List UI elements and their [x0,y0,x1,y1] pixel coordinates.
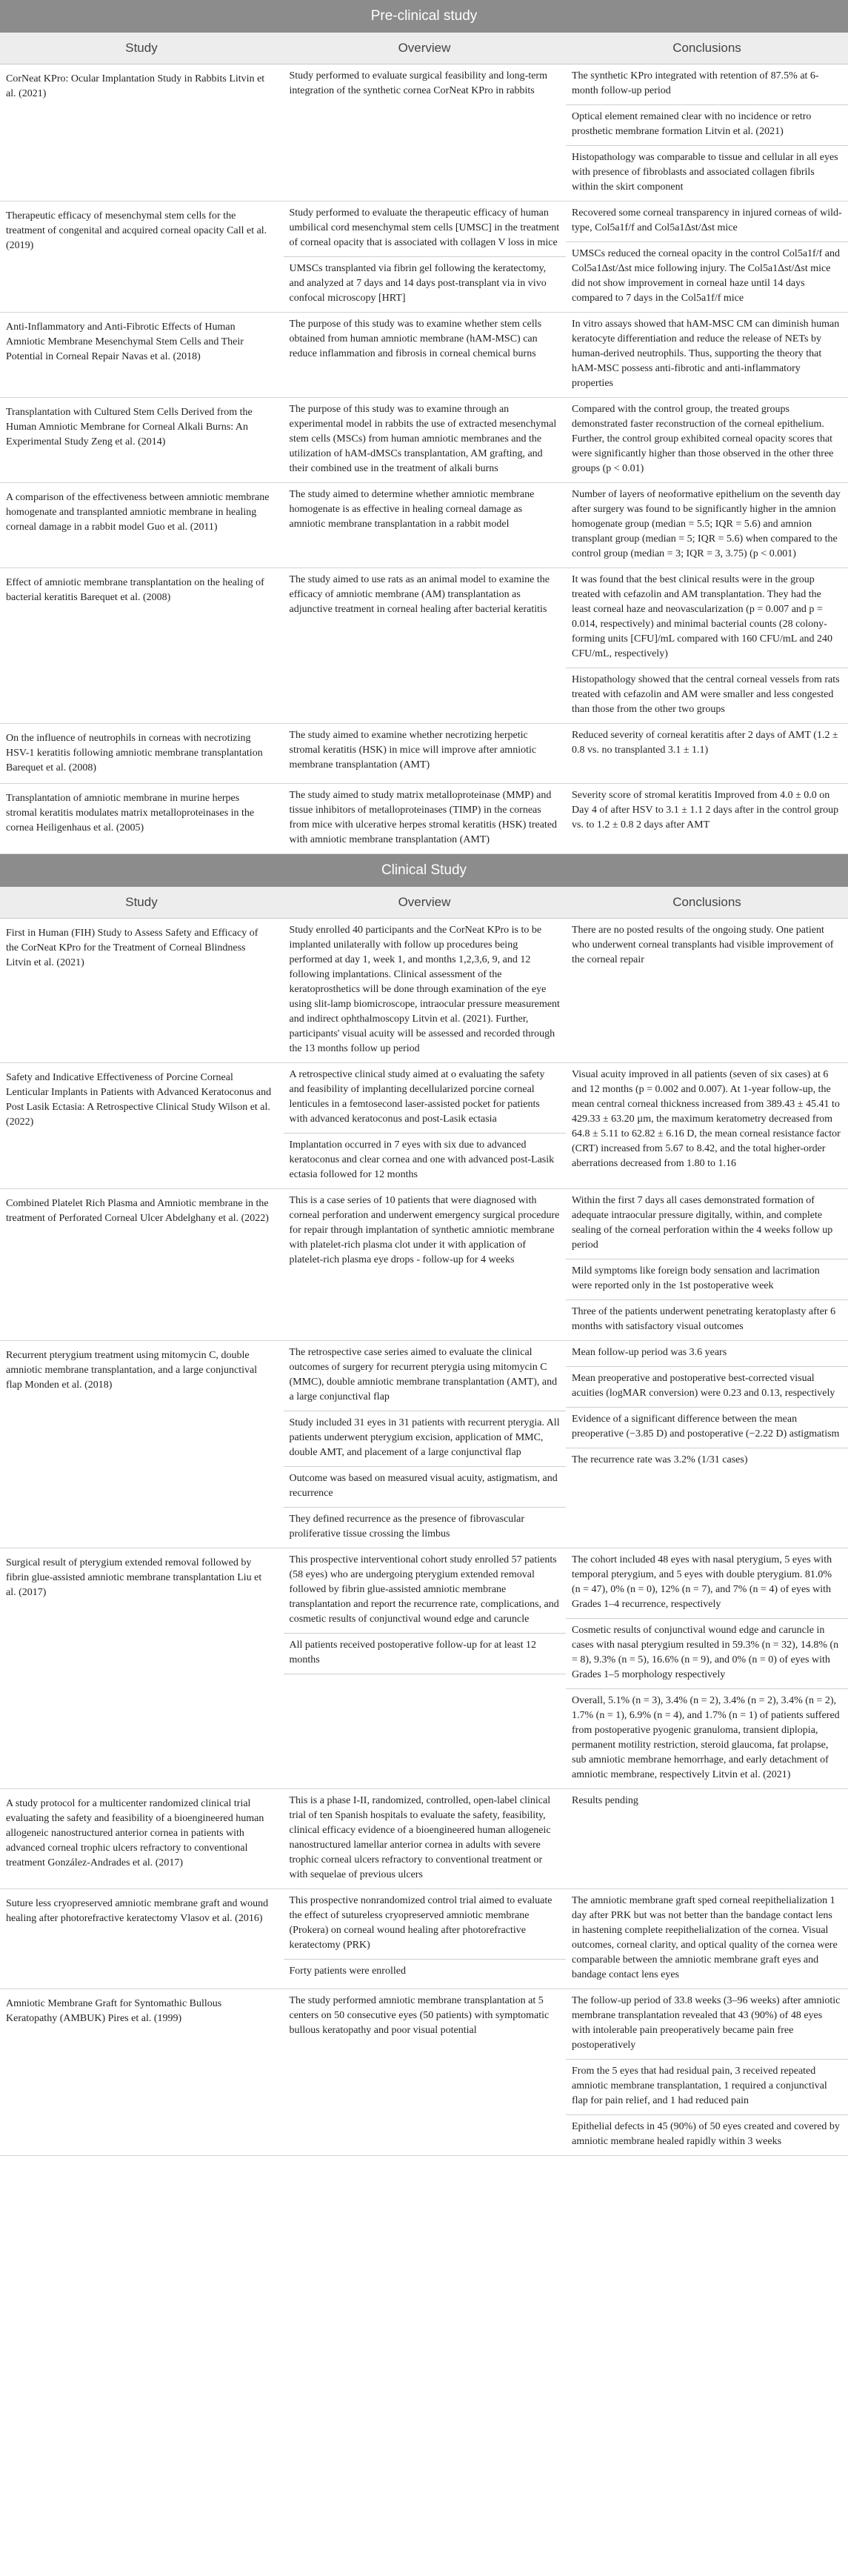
table-row [0,398,848,483]
overview-cell [283,568,566,724]
conclusion-paragraph: Three of the patients underwent penetrating keratoplasty after 6 months with satisfactory visual outcomes [566,1299,848,1340]
study-cell: A comparison of the effectiveness between amniotic membrane homogenate and transplanted amniotic membrane in healing corneal damage in a rabbit model Guo et al. (2011) [0,483,283,568]
overview-paragraph: The retrospective case series aimed to evaluate the clinical outcomes of surgery for recurrent pterygia using mitomycin C (MMC), double amniotic membrane transplantation (AMT), and a large conjunctival flap [289,1347,558,1402]
table-row [0,1789,848,1889]
preclinical-section [0,0,848,854]
overview-paragraph: This prospective nonrandomized control trial aimed to evaluate the effect of sutureless cryopreserved amniotic membrane (Prokera) on corneal wound healing after photorefractive keratectomy (PRK) [289,1895,552,1951]
preclinical-title: Pre-clinical study [0,0,848,33]
table-row [0,1548,848,1789]
conclusion-paragraph: It was found that the best clinical results were in the group treated with cefazolin and AM transplantation. They had the least corneal haze and neovascularization (p = 0.007 and p = 0.014, respectively) and minimal bacterial counts (28 colony-forming units [CFU]/mL compared with 160 CFU/mL and 240 CFU/mL, respectively) [572,574,833,659]
conclusion-paragraph: Histopathology showed that the central corneal vessels from rats treated with cefazolin and AM were smaller and less congested than those from the other two groups [566,668,848,723]
conclusion-paragraph: Reduced severity of corneal keratitis after 2 days of AMT (1.2 ± 0.8 vs. no transplanted 3.1 ± 1.1) [572,730,838,756]
conclusion-paragraph: Evidence of a significant difference between the mean preoperative (−3.85 D) and postoperative (−2.22 D) astigmatism [566,1407,848,1448]
column-header-conclusions: Conclusions [566,33,848,64]
conclusion-paragraph: Cosmetic results of conjunctival wound edge and caruncle in cases with nasal pterygium resulted in 59.3% (n = 32), 14.8% (n = 8), 9.3% (n = 5), 16.6% (n = 9), and 0% (n = 0) of eyes with Grades 1–5 morphology respectively [566,1618,848,1688]
overview-cell [283,919,566,1063]
conclusion-paragraph: Optical element remained clear with no incidence or retro prosthetic membrane formation Litvin et al. (2021) [566,104,848,145]
study-cell: Transplantation of amniotic membrane in murine herpes stromal keratitis modulates matrix metalloproteinases in the cornea Heiligenhaus et al. (2005) [0,784,283,854]
conclusion-paragraph: From the 5 eyes that had residual pain, 3 received repeated amniotic membrane transplantation, 1 required a conjunctival flap for pain relief, and 1 had reduced pain [566,2059,848,2114]
conclusions-cell [566,568,848,724]
table-row [0,724,848,784]
overview-paragraph: Implantation occurred in 7 eyes with six due to advanced keratoconus and clear cornea and one with advanced post-Lasik ectasia followed for 12 months [284,1133,567,1188]
conclusion-paragraph: Number of layers of neoformative epithelium on the seventh day after surgery was found to be significantly higher in the amnion homogenate group (median = 5.5; IQR = 5.6) and amnion transplant group (median = 5; IQR = 5.6) when compared to the control group (median = 3; IQR = 3, 3.75) (p < 0.001) [572,489,841,559]
conclusion-paragraph: There are no posted results of the ongoing study. One patient who underwent corneal transplants had visible improvement of the corneal repair [572,925,834,965]
conclusions-cell [566,1889,848,1989]
overview-paragraph: The study aimed to determine whether amniotic membrane homogenate is as effective in healing corneal damage as amniotic membrane transplantation in a rabbit model [289,489,535,530]
table-row [0,784,848,854]
overview-paragraph: The study aimed to use rats as an animal model to examine the efficacy of amniotic membrane (AM) transplantation as adjunctive treatment in corneal healing after bacterial keratitis [289,574,550,615]
overview-cell [283,398,566,483]
conclusion-paragraph: Severity score of stromal keratitis Improved from 4.0 ± 0.0 on Day 4 of after HSV to 3.1 ± 1.1 2 days after in the control group vs. to 1.2 ± 0.8 2 days after AMT [572,790,839,831]
conclusions-cell [566,724,848,784]
conclusion-paragraph: Mild symptoms like foreign body sensation and lacrimation were reported only in the 1st postoperative week [566,1259,848,1299]
overview-cell [283,1548,566,1789]
conclusions-cell [566,483,848,568]
conclusion-paragraph: UMSCs reduced the corneal opacity in the control Col5a1f/f and Col5a1Δst/Δst mice following injury. The Col5a1Δst/Δst mice did not show improvement in corneal haze until 14 days compared to 7 days in the Col5a1f/f mice [566,242,848,312]
overview-paragraph: All patients received postoperative follow-up for at least 12 months [284,1633,567,1674]
conclusion-paragraph: Compared with the control group, the treated groups demonstrated faster reconstruction of the corneal epithelium. Further, the control group exhibited corneal opacity scores that were significantly higher than those observed in the other three groups (p < 0.01) [572,404,834,474]
column-header-study: Study [0,33,283,64]
overview-cell [283,64,566,202]
study-cell: Effect of amniotic membrane transplantation on the healing of bacterial keratitis Barequet et al. (2008) [0,568,283,724]
overview-cell [283,1789,566,1889]
conclusion-paragraph: Results pending [572,1795,638,1806]
table-row [0,313,848,398]
overview-cell [283,724,566,784]
column-header-conclusions: Conclusions [566,887,848,919]
study-cell: Safety and Indicative Effectiveness of Porcine Corneal Lenticular Implants in Patients with Advanced Keratoconus and Post Lasik Ectasia: A Retrospective Clinical Study Wilson et al. (2022) [0,1063,283,1189]
overview-paragraph: A retrospective clinical study aimed at o evaluating the safety and feasibility of implanting decellularized porcine corneal lenticules in a femtosecond laser-assisted pocket for patients with advanced keratoconus and post-Lasik ectasia [289,1069,545,1125]
conclusions-cell [566,1063,848,1189]
overview-paragraph: Forty patients were enrolled [284,1959,567,1985]
conclusion-paragraph: In vitro assays showed that hAM-MSC CM can diminish human keratocyte differentiation and reduce the release of NETs by human-derived neutrophils. Thus, supporting the theory that hAM-MSC possess anti-fibrotic and anti-inflammatory properties [572,319,840,389]
overview-paragraph: They defined recurrence as the presence of fibrovascular proliferative tissue crossing the limbus [284,1507,567,1548]
overview-paragraph: Outcome was based on measured visual acuity, astigmatism, and recurrence [284,1466,567,1507]
study-cell: Therapeutic efficacy of mesenchymal stem cells for the treatment of congenital and acquired corneal opacity Call et al. (2019) [0,202,283,313]
conclusion-paragraph: Recovered some corneal transparency in injured corneas of wild-type, Col5a1f/f and Col5a1Δst/Δst mice [572,207,842,233]
table-row [0,1341,848,1548]
preclinical-table [0,33,848,854]
study-cell: On the influence of neutrophils in corneas with necrotizing HSV-1 keratitis following amniotic membrane transplantation Barequet et al. (2008) [0,724,283,784]
study-cell: Amniotic Membrane Graft for Syntomathic Bullous Keratopathy (AMBUK) Pires et al. (1999) [0,1989,283,2156]
conclusions-cell [566,1341,848,1548]
table-row [0,1989,848,2156]
study-cell: First in Human (FIH) Study to Assess Safety and Efficacy of the CorNeat KPro for the Treatment of Corneal Blindness Litvin et al. (2021) [0,919,283,1063]
overview-paragraph: Study performed to evaluate the therapeutic efficacy of human umbilical cord mesenchymal stem cells [UMSC] in the treatment of corneal opacity that is associated with collagen V loss in mice [289,207,560,248]
conclusions-cell [566,1989,848,2156]
clinical-body [0,919,848,2156]
clinical-table [0,887,848,2156]
conclusion-paragraph: Overall, 5.1% (n = 3), 3.4% (n = 2), 3.4% (n = 2), 3.4% (n = 2), 1.7% (n = 1), 6.9% (n = 4), and 1.7% (n = 1) of patients suffered from postoperative pyogenic granuloma, transient diplopia, permanent motility restriction, steroid glaucoma, fat prolapse, sub amniotic membrane hemorrhage, and early detachment of amniotic membrane, respectively Litvin et al. (2021) [566,1688,848,1788]
overview-cell [283,784,566,854]
overview-cell [283,313,566,398]
table-row [0,1063,848,1189]
table-row [0,483,848,568]
column-header-study: Study [0,887,283,919]
overview-paragraph: The purpose of this study was to examine whether stem cells obtained from human amniotic membrane (hAM-MSC) can reduce inflammation and fibrosis in corneal chemical burns [289,319,542,359]
overview-paragraph: This prospective interventional cohort study enrolled 57 patients (58 eyes) who are undergoing pterygium extended removal followed by fibrin glue-assisted amniotic membrane transplantation and report the recurrence rate, complications, and cosmetic results of conjunctival wound edge and caruncle [289,1554,559,1625]
conclusions-cell [566,919,848,1063]
study-cell: A study protocol for a multicenter randomized clinical trial evaluating the safety and feasibility of a bioengineered human allogeneic nanostructured anterior cornea in patients with advanced corneal trophic ulcers refractory to conventional treatment González-Andrades et al. (2017) [0,1789,283,1889]
overview-paragraph: Study included 31 eyes in 31 patients with recurrent pterygia. All patients underwent pterygium excision, application of MMC, double AMT, and placement of a large conjunctival flap [284,1411,567,1466]
study-cell: CorNeat KPro: Ocular Implantation Study in Rabbits Litvin et al. (2021) [0,64,283,202]
overview-cell [283,1989,566,2156]
conclusions-cell [566,1189,848,1341]
clinical-section [0,854,848,2156]
overview-paragraph: The purpose of this study was to examine through an experimental model in rabbits the use of extracted mesenchymal stem cells (MSCs) from human amniotic membranes and the utilization of hAM-dMSCs transplantation, AM grafting, and their combined use in the treatment of alkali burns [289,404,557,474]
conclusion-paragraph: Visual acuity improved in all patients (seven of six cases) at 6 and 12 months (p = 0.002 and 0.007). At 1-year follow-up, the mean central corneal thickness increased from 389.43 ± 45.41 to 429.33 ± 63.20 µm, the maximum keratometry decreased from 64.8 ± 5.11 to 62.82 ± 6.16 D, the mean corneal resistance factor (CRT) increased from 5.67 to 8.42, and the total higher-order aberrations decreased from 1.80 to 1.16 [572,1069,841,1169]
overview-cell [283,1889,566,1989]
conclusions-cell [566,784,848,854]
conclusion-paragraph: Within the first 7 days all cases demonstrated formation of adequate intraocular pressure digitally, within, and complete sealing of the corneal perforation within the 4 weeks follow up period [572,1195,833,1251]
overview-cell [283,202,566,313]
overview-paragraph: The study aimed to study matrix metalloproteinase (MMP) and tissue inhibitors of metalloproteinases (TIMP) in the corneas from mice with ulcerative herpes stromal keratitis (HSK) treated with amniotic membrane transplantation (AMT) [289,790,558,845]
study-cell: Combined Platelet Rich Plasma and Amniotic membrane in the treatment of Perforated Corneal Ulcer Abdelghany et al. (2022) [0,1189,283,1341]
overview-paragraph: This is a case series of 10 patients that were diagnosed with corneal perforation and underwent emergency surgical procedure for repair through implantation of synthetic amniotic membrane with platelet-rich plasma clot under it with application of platelet-rich plasma eye drops - follow-up for 4 weeks [289,1195,560,1265]
conclusion-paragraph: Mean follow-up period was 3.6 years [572,1347,727,1358]
overview-cell [283,1063,566,1189]
column-header-overview: Overview [283,33,566,64]
overview-paragraph: The study performed amniotic membrane transplantation at 5 centers on 50 consecutive eyes (50 patients) with symptomatic bullous keratopathy and poor visual potential [289,1995,550,2036]
table-row [0,1189,848,1341]
preclinical-body [0,64,848,854]
conclusion-paragraph: The follow-up period of 33.8 weeks (3–96 weeks) after amniotic membrane transplantation revealed that 43 (90%) of 48 eyes with intolerable pain preoperatively became pain free postoperatively [572,1995,841,2051]
clinical-title: Clinical Study [0,854,848,887]
conclusions-cell [566,202,848,313]
table-row [0,919,848,1063]
table-row [0,202,848,313]
overview-cell [283,1189,566,1341]
study-cell: Surgical result of pterygium extended removal followed by fibrin glue-assisted amniotic membrane transplantation Liu et al. (2017) [0,1548,283,1789]
conclusion-paragraph: The amniotic membrane graft sped corneal reepithelialization 1 day after PRK but was not better than the bandage contact lens in hastening complete reepithelialization of the cornea. Visual outcomes, corneal clarity, and optical quality of the cornea were comparable between the amniotic membrane graft eyes and bandage contact lens eyes [572,1895,838,1980]
conclusions-cell [566,1548,848,1789]
table-row [0,64,848,202]
study-cell: Suture less cryopreserved amniotic membrane graft and wound healing after photorefractive keratectomy Vlasov et al. (2016) [0,1889,283,1989]
study-cell: Transplantation with Cultured Stem Cells Derived from the Human Amniotic Membrane for Corneal Alkali Burns: An Experimental Study Zeng et al. (2014) [0,398,283,483]
conclusion-paragraph: Histopathology was comparable to tissue and cellular in all eyes with presence of fibroblasts and associated collagen fibrils within the skirt component [566,145,848,201]
conclusion-paragraph: The cohort included 48 eyes with nasal pterygium, 5 eyes with temporal pterygium, and 5 eyes with double pterygium. 81.0% (n = 47), 0% (n = 0), 12% (n = 7), and 7% (n = 4) of eyes with Grades 1–4 recurrence, respectively [572,1554,832,1610]
conclusion-paragraph: Mean preoperative and postoperative best-corrected visual acuities (logMAR conversion) were 0.23 and 0.13, respectively [566,1366,848,1407]
conclusions-cell [566,1789,848,1889]
overview-paragraph: This is a phase I-II, randomized, controlled, open-label clinical trial of ten Spanish hospitals to evaluate the safety, feasibility, clinical efficacy evidence of a bioengineered human allogeneic nanostructured lamellar anterior cornea in adults with severe trophic corneal ulcers refractory to conventional treatment or with sequelae of previous ulcers [289,1795,551,1880]
overview-paragraph [284,1674,567,1685]
overview-paragraph: Study enrolled 40 participants and the CorNeat KPro is to be implanted unilaterally with follow up procedures being performed at day 1, week 1, and months 1,2,3,6, 9, and 12 following implantations. Clinical assessment of the keratoprosthetics will be done through examination of the eye using slit-lamp biomicroscope, intraocular pressure measurement and indirect ophthalmoscopy Litvin et al. (2021). Further, participants' visual acuity will be assessed and recorded through the 13 months follow up period [289,925,560,1054]
table-row [0,1889,848,1989]
overview-paragraph: The study aimed to examine whether necrotizing herpetic stromal keratitis (HSK) in mice will improve after amniotic membrane transplantation (AMT) [289,730,537,771]
column-header-overview: Overview [283,887,566,919]
preclinical-header-row [0,33,848,64]
conclusions-cell [566,313,848,398]
overview-paragraph: UMSCs transplanted via fibrin gel following the keratectomy, and analyzed at 7 days and 14 days post-transplant via in vivo confocal microscopy [HRT] [284,256,567,312]
conclusions-cell [566,64,848,202]
overview-cell [283,1341,566,1548]
conclusions-cell [566,398,848,483]
table-row [0,568,848,724]
study-cell: Anti-Inflammatory and Anti-Fibrotic Effects of Human Amniotic Membrane Mesenchymal Stem Cells and Their Potential in Corneal Repair Navas et al. (2018) [0,313,283,398]
study-cell: Recurrent pterygium treatment using mitomycin C, double amniotic membrane transplantation, and a large conjunctival flap Monden et al. (2018) [0,1341,283,1548]
overview-paragraph: Study performed to evaluate surgical feasibility and long-term integration of the synthetic cornea CorNeat KPro in rabbits [289,70,547,96]
clinical-header-row [0,887,848,919]
conclusion-paragraph: The recurrence rate was 3.2% (1/31 cases) [566,1448,848,1474]
overview-cell [283,483,566,568]
conclusion-paragraph: The synthetic KPro integrated with retention of 87.5% at 6-month follow-up period [572,70,819,96]
conclusion-paragraph: Epithelial defects in 45 (90%) of 50 eyes created and covered by amniotic membrane healed rapidly within 3 weeks [566,2114,848,2155]
